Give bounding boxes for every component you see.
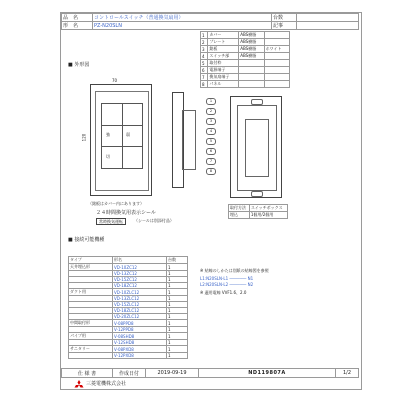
models-type-cell: サニタリー — [69, 346, 113, 353]
panel-divider — [122, 104, 123, 168]
mount-table — [228, 204, 288, 219]
parts-row — [201, 60, 290, 67]
parts-row — [201, 53, 290, 60]
side-view-body — [182, 110, 196, 170]
parts-cell-color — [264, 81, 289, 88]
parts-cell-material: ABS樹脂 — [239, 32, 264, 39]
document-number: ND119807A — [199, 369, 336, 378]
models-qty-cell: 1 — [166, 302, 187, 308]
parts-cell-name: スイッチ部 — [208, 53, 239, 60]
spec-label: 仕 様 書 — [62, 369, 113, 378]
models-table — [68, 256, 188, 359]
models-row — [69, 346, 188, 353]
models-model-cell: VD-13ZLC12 — [113, 296, 167, 302]
company-name: 三菱電機株式会社 — [86, 381, 127, 387]
models-qty-cell: 1 — [166, 320, 187, 327]
model-number: PZ-N20SLN — [93, 22, 272, 30]
models-qty-cell: 1 — [166, 327, 187, 333]
models-qty-cell: 1 — [166, 289, 187, 296]
header-table — [61, 13, 359, 30]
parts-cell-no: 1 — [201, 32, 208, 39]
models-header-row — [69, 257, 188, 264]
models-model-cell: V-12PPD8 — [113, 327, 167, 333]
parts-row — [201, 81, 290, 88]
parts-cell-material: ABS樹脂 — [239, 39, 264, 46]
parts-cell-name: 取付枠 — [208, 60, 239, 67]
parts-cell-name: 電源端子 — [208, 67, 239, 74]
models-model-cell: VD-20ZLC12 — [113, 314, 167, 320]
models-row — [69, 264, 188, 271]
parts-cell-no: 6 — [201, 67, 208, 74]
models-qty-cell: 1 — [166, 264, 187, 271]
section-mark: ■ — [68, 62, 73, 68]
models-header-cell: タイプ — [69, 257, 113, 264]
models-model-cell: V-08SHD8 — [113, 333, 167, 340]
sticker-note: （シールは別添付品） — [134, 218, 174, 223]
parts-cell-color — [264, 39, 289, 46]
parts-cell-name: カバー — [208, 32, 239, 39]
parts-cell-no: 3 — [201, 46, 208, 53]
date-label: 作成日付 — [113, 369, 146, 378]
parts-cell-no: 5 — [201, 60, 208, 67]
parts-row — [201, 39, 290, 46]
models-type-cell — [69, 353, 113, 359]
parts-cell-name: プレート — [208, 39, 239, 46]
models-model-cell: V-08PXD8 — [113, 346, 167, 353]
models-qty-cell: 1 — [166, 277, 187, 283]
wiring-line-2: L2:N20SLN-L2 ─────── N2 — [200, 282, 254, 287]
wiring-line-1: L1:N20SLN-L1 ─────── N1 — [200, 276, 254, 281]
models-model-cell: V-08PPD8 — [113, 320, 167, 327]
parts-cell-material — [239, 67, 264, 74]
models-type-cell: 中間取付形 — [69, 320, 113, 327]
parts-cell-color — [264, 67, 289, 74]
sticker-label: 常時換気運転 — [96, 218, 126, 225]
models-header-cell: 台数 — [166, 257, 187, 264]
page-number: 1/2 — [336, 369, 359, 378]
parts-cell-color — [264, 74, 289, 81]
mount-hole-bottom — [251, 191, 263, 197]
models-qty-cell: 1 — [166, 296, 187, 302]
parts-cell-material: ABS樹脂 — [239, 46, 264, 53]
models-qty-cell: 1 — [166, 271, 187, 277]
callout-1: 1 — [206, 98, 216, 105]
wiring-note-2: ※ 適用電線 VVF1.6、2.0 — [200, 290, 247, 295]
mount-value-method: 埋込 — [229, 212, 250, 219]
models-qty-cell: 1 — [166, 283, 187, 289]
parts-cell-no: 4 — [201, 53, 208, 60]
models-header-cell: 形名 — [113, 257, 167, 264]
models-type-cell: 天井埋込形 — [69, 264, 113, 271]
models-row — [69, 333, 188, 340]
parts-row — [201, 74, 290, 81]
models-model-cell: VD-18ZC12 — [113, 283, 167, 289]
parts-cell-material — [239, 81, 264, 88]
models-row — [69, 320, 188, 327]
models-model-cell: VD-10ZC12 — [113, 264, 167, 271]
mount-head-box: スイッチボックス — [249, 205, 287, 212]
parts-cell-name: 銘板 — [208, 46, 239, 53]
name-label: 品 名 — [62, 14, 93, 22]
parts-cell-material — [239, 60, 264, 67]
product-name: コントロールスイッチ（普通換気扇用） — [93, 14, 272, 22]
back-view — [230, 96, 282, 198]
parts-cell-no: 7 — [201, 74, 208, 81]
parts-cell-material: ABS樹脂 — [239, 53, 264, 60]
switch-label-off: 切 — [106, 154, 110, 159]
models-qty-cell: 1 — [166, 333, 187, 340]
sticker-title: ２４時間換気用表示シール — [96, 210, 156, 216]
parts-cell-color — [264, 60, 289, 67]
callout-4: 4 — [206, 128, 216, 135]
parts-cell-name: パネル — [208, 81, 239, 88]
models-qty-cell: 1 — [166, 308, 187, 314]
wiring-note-1: ※ 結線のしかたは別紙の結線図を参照 — [200, 268, 269, 273]
outline-section-title — [68, 62, 89, 68]
models-qty-cell: 1 — [166, 340, 187, 346]
parts-cell-no: 2 — [201, 39, 208, 46]
model-label: 形 名 — [62, 22, 93, 30]
doc-date: 2019-09-19 — [146, 369, 199, 378]
models-qty-cell: 1 — [166, 314, 187, 320]
switch-panel — [101, 103, 143, 169]
models-model-cell: VD-15ZC12 — [113, 277, 167, 283]
parts-row — [201, 67, 290, 74]
company-block — [74, 380, 174, 390]
footer-table — [61, 368, 359, 378]
front-view — [90, 84, 152, 196]
models-model-cell: VD-10ZLC12 — [113, 289, 167, 296]
front-caption: （銘板はカバー内にあります） — [88, 201, 144, 206]
callout-8: 8 — [206, 168, 216, 175]
models-model-cell: V-12PXD8 — [113, 353, 167, 359]
models-row — [69, 289, 188, 296]
models-type-cell: パイプ用 — [69, 333, 113, 340]
parts-cell-no: 8 — [201, 81, 208, 88]
mount-value-box: 1個用/2個用 — [249, 212, 287, 219]
models-type-cell: ダクト用 — [69, 289, 113, 296]
models-model-cell: VD-18ZLC12 — [113, 308, 167, 314]
parts-cell-material — [239, 74, 264, 81]
models-model-cell: VD-13ZC12 — [113, 271, 167, 277]
parts-table — [200, 31, 290, 88]
dimension-top: 70 — [112, 78, 118, 83]
models-row — [69, 353, 188, 359]
callout-3: 3 — [206, 118, 216, 125]
mount-hole-top — [251, 99, 263, 105]
callout-6: 6 — [206, 148, 216, 155]
section-mark: ■ — [68, 237, 73, 243]
parts-cell-name: 換気扇端子 — [208, 74, 239, 81]
parts-cell-color: ホワイト — [264, 46, 289, 53]
models-section-title — [68, 237, 104, 243]
dimension-side: 120 — [81, 133, 87, 142]
parts-cell-color — [264, 53, 289, 60]
terminal-block — [245, 119, 269, 177]
switch-label-strong: 強 — [106, 132, 110, 137]
models-model-cell: V-12SHD8 — [113, 340, 167, 346]
parts-cell-color — [264, 32, 289, 39]
mitsubishi-logo-icon — [74, 380, 84, 389]
models-qty-cell: 1 — [166, 353, 187, 359]
remarks-label: 記事 — [272, 22, 297, 30]
switch-label-weak: 弱 — [126, 132, 130, 137]
callout-5: 5 — [206, 138, 216, 145]
mount-head-method: 取付方法 — [229, 205, 250, 212]
section-title: 外形図 — [74, 62, 90, 68]
quantity-label: 台数 — [272, 14, 297, 22]
models-qty-cell: 1 — [166, 346, 187, 353]
parts-row — [201, 46, 290, 53]
section-title: 接続可能機種 — [74, 237, 105, 243]
models-model-cell: VD-15ZLC12 — [113, 302, 167, 308]
callout-7: 7 — [206, 158, 216, 165]
parts-row — [201, 32, 290, 39]
callout-2: 2 — [206, 108, 216, 115]
